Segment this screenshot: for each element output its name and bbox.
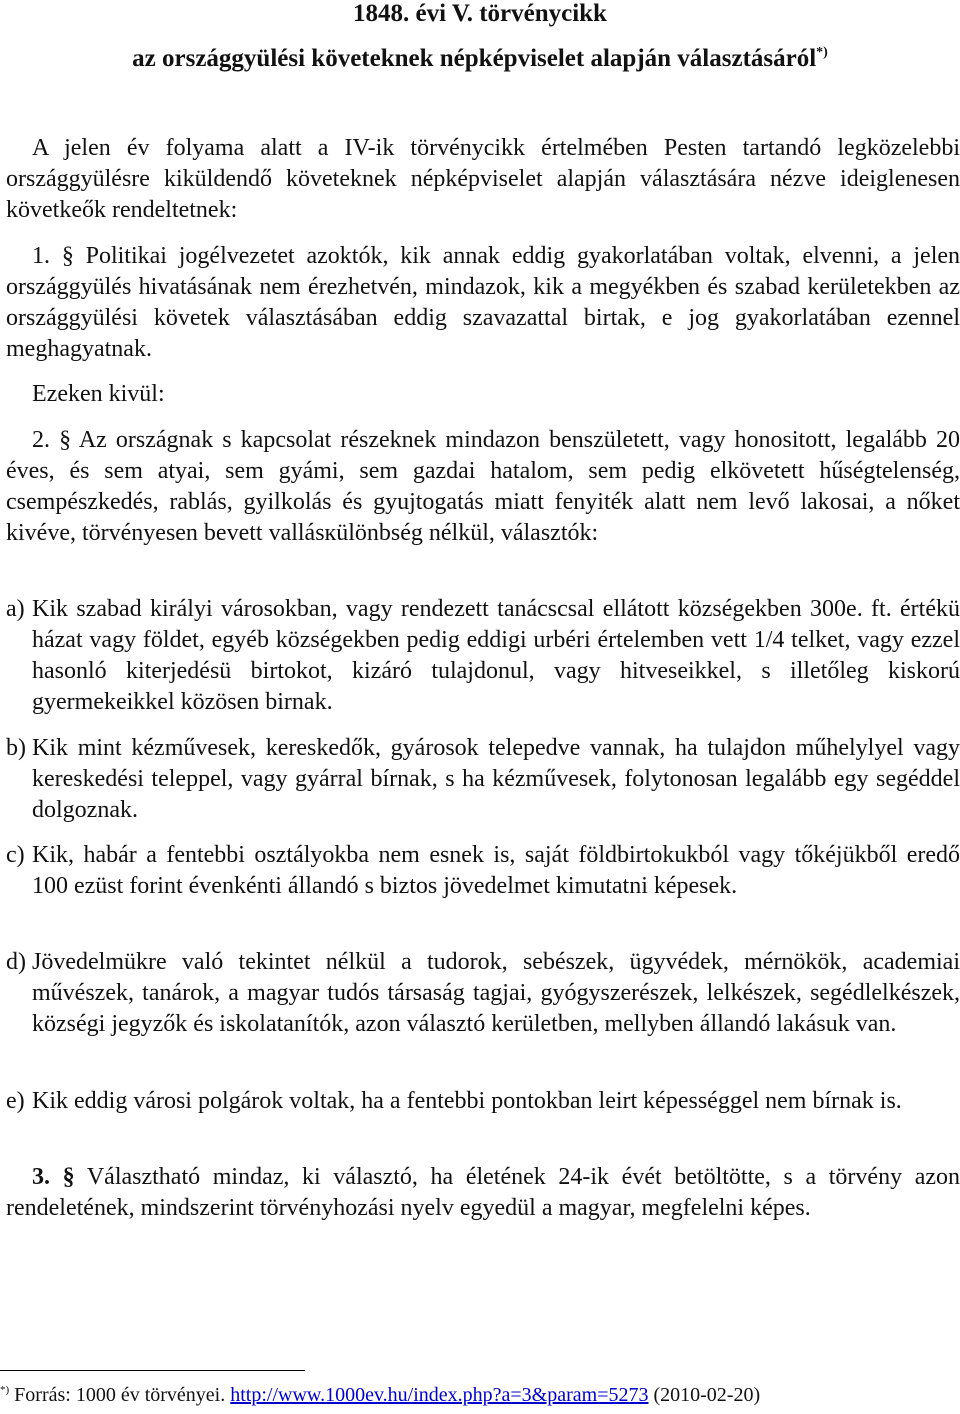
section-1 (6, 241, 960, 365)
section-3-text: Választható mindaz, ki választó, ha életének 24-ik évét betöltötte, s a törvény azon rendeletének, mindszerint törvényhozási nyelv egyedül a magyar, megfelelni képes. (6, 1164, 960, 1221)
intro-paragraph: A jelen év folyama alatt a IV-ik törvénycikk értelmében Pesten tartandó legközelebbi országgyülésre kiküldendő követeknek népképviselet alapján választására nézve ideiglenesen követkeők rendeltetnek: (6, 135, 960, 223)
section-3-number: 3. (32, 1164, 50, 1190)
list-item-text: Kik eddig városi polgárok voltak, ha a fentebbi pontokban leirt képességgel nem bírnak is. (32, 1088, 902, 1114)
section-3-sign: § (62, 1164, 75, 1190)
list-item-label: d) (6, 949, 26, 975)
subtitle-text: az országgyülési követeknek népképviselet alapján választásáról (132, 45, 817, 72)
footnote-source: Forrás: 1000 év törvényei. (14, 1384, 226, 1406)
section-1-text: Politikai jogélvezetet azoktók, kik annak eddig gyakorlatában voltak, elvenni, a jelen országgyülés hivatásának nem érezhetvén, mindazok, kik a megyékben és szabad kerületekben az országgyülési követek választásában eddig szavazattal birtak, e jog gyakorlatában ezennel meghagyatnak. (6, 243, 960, 362)
section-1-sign: § (61, 243, 74, 269)
footnote-marker[interactable]: *) (816, 45, 828, 60)
list-item-text: Kik, habár a fentebbi osztályokba nem esnek is, saját földbirtokukból vagy tőkéjükből eredő 100 ezüst forint évenkénti állandó s biztos jövedelmet kimutatni képesek. (32, 842, 960, 899)
list-item-text: Kik szabad királyi városokban, vagy rendezett tanácscsal ellátott községekben 300e. ft. értékü házat vagy földet, egyéb községekben pedig eddigi urbéri értelemben vett 1/4 telket, vagy ezzel hasonló kiterjedésü birtokot, kizáró tulajdonul, vagy hitveseikkel, s illetőleg kiskorú gyermekeikkel közösen birnak. (32, 596, 960, 715)
section-2 (6, 425, 960, 549)
list-item-text: Kik mint kézművesek, kereskedők, gyárosok telepedve vannak, ha tulajdon műhelylyel vagy kereskedési teleppel, vagy gyárral bírnak, s ha kézművesek, folytonosan legalább egy segéddel dolgoznak. (32, 735, 960, 823)
section-2-text: Az országnak s kapcsolat részeknek mindazon benszületett, vagy honositott, legalább 20 éves, és sem atyai, sem gyámi, sem gazdai hatalom, sem pedig elkövetett hűségtelenség, csempészkedés, rablás, gyilkolás és gyujtogatás miatt fenyiték alatt nem levő lakosai, a nőket kivéve, törvényesen bevett vallásкülönbség nélkül, választók: (6, 427, 960, 546)
ezeken-kivul: Ezeken kivül: (32, 381, 165, 407)
document-subtitle (0, 45, 960, 73)
document-title: 1848. évi V. törvénycikk (353, 0, 607, 27)
section-2-sign: § (59, 427, 72, 453)
footnote (0, 1383, 760, 1407)
section-1-number: 1. (32, 243, 50, 269)
footnote-mark: *) (0, 1384, 10, 1396)
section-3 (6, 1162, 960, 1224)
list-item-label: c) (6, 842, 25, 868)
footnote-date: (2010-02-20) (653, 1384, 761, 1406)
list-item-label: a) (6, 596, 25, 622)
section-2-number: 2. (32, 427, 50, 453)
footnote-link[interactable]: http://www.1000ev.hu/index.php?a=3&param=5273 (230, 1384, 649, 1406)
footnote-divider (0, 1370, 305, 1371)
list-item-label: b) (6, 735, 26, 761)
list-item-label: e) (6, 1088, 25, 1114)
list-item-text: Jövedelmükre való tekintet nélkül a tudorok, sebészek, ügyvédek, mérnökök, academiai művészek, tanárok, a magyar tudós társaság tagjai, gyógyszerészek, lelkészek, segédlelkészek, községi jegyzők és iskolatanítók, azon választó kerületben, mellyben állandó lakásuk van. (32, 949, 960, 1037)
